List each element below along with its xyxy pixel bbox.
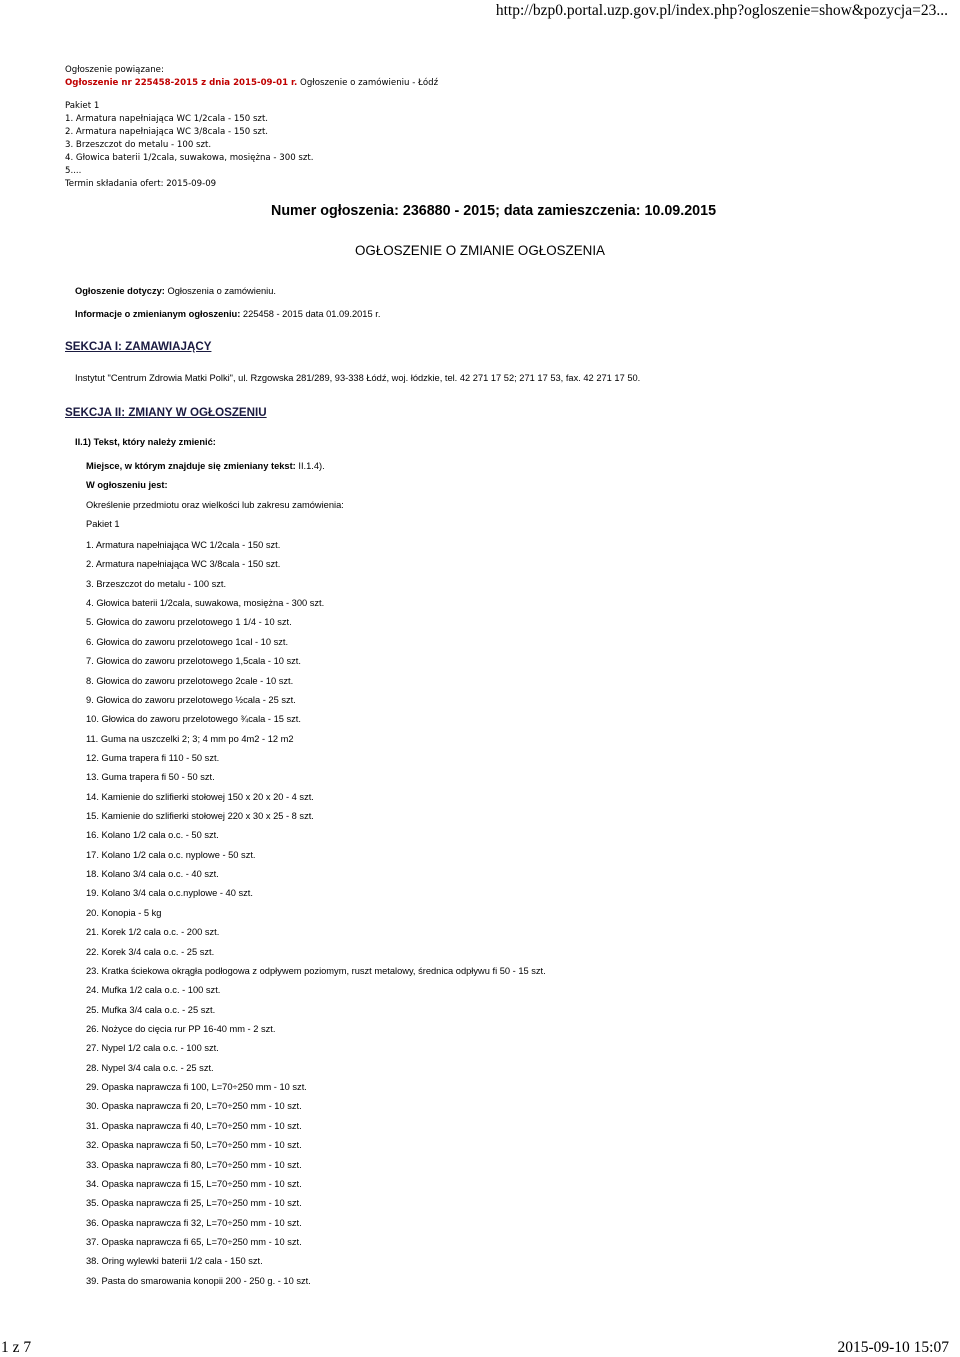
contracting-authority: Instytut "Centrum Zdrowia Matki Polki", ul. Rzgowska 281/289, 93-338 Łódź, woj. łódzkie, tel. 42 271 17 52; 271 17 53, fax. 42 271 17 50.	[75, 373, 641, 383]
list-item: 24. Mufka 1/2 cala o.c. - 100 szt.	[86, 985, 221, 996]
notice-concerns-label: Ogłoszenie dotyczy:	[75, 286, 165, 296]
notice-concerns-value: Ogłoszenia o zamówieniu.	[164, 286, 276, 296]
list-item: 6. Głowica do zaworu przelotowego 1cal - 10 szt.	[86, 636, 289, 647]
list-item: 22. Korek 3/4 cala o.c. - 25 szt.	[86, 946, 215, 957]
list-item: 28. Nypel 3/4 cala o.c. - 25 szt.	[86, 1062, 214, 1073]
list-item: 34. Opaska naprawcza fi 15, L=70÷250 mm - 10 szt.	[86, 1178, 302, 1189]
list-item: 37. Opaska naprawcza fi 65, L=70÷250 mm - 10 szt.	[86, 1236, 302, 1247]
list-item: 26. Nożyce do cięcia rur PP 16-40 mm - 2 szt.	[86, 1023, 276, 1034]
package-label: Pakiet 1	[86, 519, 120, 529]
changed-notice-label: Informacje o zmienianym ogłoszeniu:	[75, 309, 241, 319]
related-package: Pakiet 1	[65, 101, 100, 111]
page-url-header: http://bzp0.portal.uzp.gov.pl/index.php?ogloszenie=show&pozycja=23...	[495, 2, 948, 19]
related-line: 4. Głowica baterii 1/2cala, suwakowa, mosiężna - 300 szt.	[65, 153, 314, 163]
list-item: 5. Głowica do zaworu przelotowego 1 1/4 - 10 szt.	[86, 617, 292, 628]
related-notice-box	[65, 64, 438, 191]
list-item: 2. Armatura napełniająca WC 3/8cala - 150 szt.	[86, 559, 281, 570]
related-line: 5....	[65, 166, 82, 176]
list-item: 39. Pasta do smarowania konopii 200 - 250 g. - 10 szt.	[86, 1275, 311, 1286]
list-item: 25. Mufka 3/4 cala o.c. - 25 szt.	[86, 1004, 216, 1015]
related-line: 1. Armatura napełniająca WC 1/2cala - 150 szt.	[65, 114, 269, 124]
list-item: 32. Opaska naprawcza fi 50, L=70÷250 mm - 10 szt.	[86, 1140, 302, 1151]
list-item: 23. Kratka ściekowa okrągła podłogowa z odpływem poziomym, ruszt metalowy, średnica odpływu fi 50 - 15 szt.	[86, 965, 546, 976]
list-item: 13. Guma trapera fi 50 - 50 szt.	[86, 772, 215, 783]
related-line: 3. Brzeszczot do metalu - 100 szt.	[65, 140, 212, 150]
related-notice-line	[65, 77, 438, 90]
list-item: 12. Guma trapera fi 110 - 50 szt.	[86, 752, 220, 763]
section-1-heading: SEKCJA I: ZAMAWIAJĄCY	[65, 340, 212, 353]
list-item: 3. Brzeszczot do metalu - 100 szt.	[86, 578, 227, 589]
list-item: 9. Głowica do zaworu przelotowego ½cala - 25 szt.	[86, 694, 296, 705]
list-item: 33. Opaska naprawcza fi 80, L=70÷250 mm - 10 szt.	[86, 1159, 302, 1170]
related-notice-link[interactable]: Ogłoszenie nr 225458-2015 z dnia 2015-09-01 r.	[65, 78, 298, 88]
list-item: 20. Konopia - 5 kg	[86, 907, 162, 918]
list-item: 15. Kamienie do szlifierki stołowej 220 x 30 x 25 - 8 szt.	[86, 811, 314, 822]
related-label: Ogłoszenie powiązane:	[65, 65, 164, 75]
section-2-subheading: II.1) Tekst, który należy zmienić:	[75, 437, 216, 447]
list-item: 1. Armatura napełniająca WC 1/2cala - 150 szt.	[86, 540, 281, 550]
change-place-value: II.1.4).	[295, 461, 325, 471]
list-item: 31. Opaska naprawcza fi 40, L=70÷250 mm - 10 szt.	[86, 1120, 302, 1131]
notice-concerns	[75, 286, 276, 296]
section-2-heading: SEKCJA II: ZMIANY W OGŁOSZENIU	[65, 406, 267, 419]
list-item: 36. Opaska naprawcza fi 32, L=70÷250 mm - 10 szt.	[86, 1217, 302, 1228]
list-item: 27. Nypel 1/2 cala o.c. - 100 szt.	[86, 1043, 219, 1054]
list-item: 21. Korek 1/2 cala o.c. - 200 szt.	[86, 927, 220, 938]
in-notice-label: W ogłoszeniu jest:	[86, 480, 168, 490]
related-deadline: Termin składania ofert: 2015-09-09	[65, 179, 217, 189]
changed-notice-info	[75, 309, 380, 319]
related-notice-suffix: Ogłoszenie o zamówieniu - Łódź	[297, 78, 439, 88]
change-place-label: Miejsce, w którym znajduje się zmieniany tekst:	[86, 461, 296, 471]
list-item: 19. Kolano 3/4 cala o.c.nyplowe - 40 szt.	[86, 888, 253, 899]
list-item: 8. Głowica do zaworu przelotowego 2cale - 10 szt.	[86, 675, 294, 686]
related-line: 2. Armatura napełniająca WC 3/8cala - 150 szt.	[65, 127, 269, 137]
list-item: 18. Kolano 3/4 cala o.c. - 40 szt.	[86, 869, 219, 880]
list-item: 10. Głowica do zaworu przelotowego ¾cala - 15 szt.	[86, 714, 301, 725]
changed-notice-value: 225458 - 2015 data 01.09.2015 r.	[240, 309, 381, 319]
list-item: 38. Oring wylewki baterii 1/2 cala - 150 szt.	[86, 1256, 263, 1267]
list-item: 7. Głowica do zaworu przelotowego 1,5cala - 10 szt.	[86, 656, 301, 667]
list-item: 14. Kamienie do szlifierki stołowej 150 x 20 x 20 - 4 szt.	[86, 791, 314, 802]
change-place	[86, 461, 325, 471]
page-title: OGŁOSZENIE O ZMIANIE OGŁOSZENIA	[354, 243, 605, 258]
list-item: 11. Guma na uszczelki 2; 3; 4 mm po 4m2 - 12 m2	[86, 733, 294, 744]
list-item: 4. Głowica baterii 1/2cala, suwakowa, mosiężna - 300 szt.	[86, 598, 325, 609]
notice-number: Numer ogłoszenia: 236880 - 2015; data zamieszczenia: 10.09.2015	[271, 203, 717, 219]
list-item: 17. Kolano 1/2 cala o.c. nyplowe - 50 szt.	[86, 849, 256, 860]
page-counter: 1 z 7	[1, 1339, 32, 1356]
list-item: 35. Opaska naprawcza fi 25, L=70÷250 mm - 10 szt.	[86, 1198, 302, 1209]
list-item: 16. Kolano 1/2 cala o.c. - 50 szt.	[86, 830, 219, 841]
item-list	[86, 539, 546, 1294]
print-datetime: 2015-09-10 15:07	[837, 1339, 949, 1356]
list-item: 30. Opaska naprawcza fi 20, L=70÷250 mm - 10 szt.	[86, 1101, 302, 1112]
list-item: 29. Opaska naprawcza fi 100, L=70÷250 mm - 10 szt.	[86, 1082, 307, 1093]
subject-definition: Określenie przedmiotu oraz wielkości lub zakresu zamówienia:	[86, 500, 344, 510]
